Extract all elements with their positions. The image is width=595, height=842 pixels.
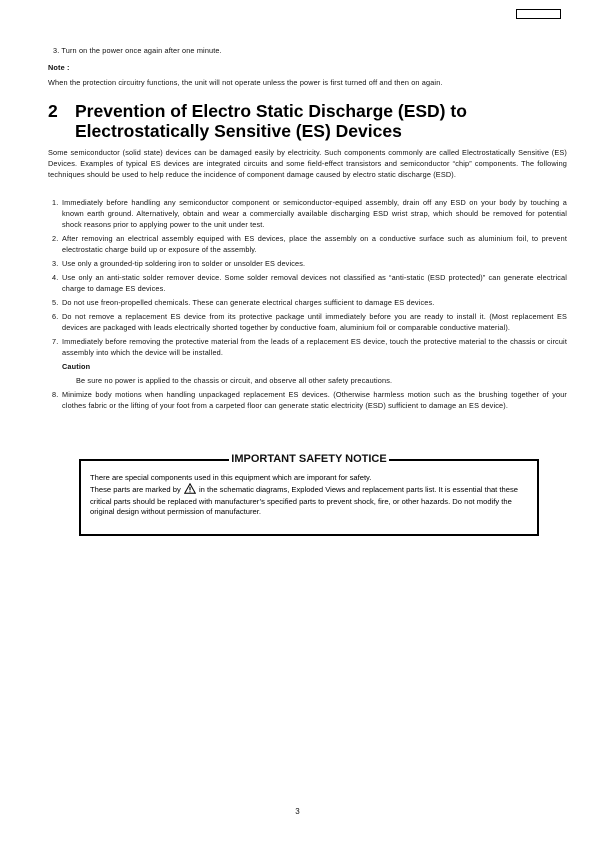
list-item <box>48 258 567 269</box>
item-text: Minimize body motions when handling unpackaged replacement ES devices. (Otherwise harmless motion such as the brushing together of your clothes fabric or the lifting of your foot from a carpeted floor can generate static electricity (ESD) sufficient to damage an ES device). <box>62 390 567 410</box>
item-number: 8. <box>52 390 59 399</box>
item-number: 2. <box>52 234 59 243</box>
list-item <box>48 297 567 308</box>
note-text: When the protection circuitry functions, the unit will not operate unless the power is first turned off and then on again. <box>48 78 443 87</box>
caution-label: Caution <box>62 362 91 371</box>
header-box <box>516 9 561 19</box>
safety-notice-line1: There are special components used in this equipment which are imporant for safety. <box>90 473 372 482</box>
section-number: 2 <box>48 101 58 121</box>
item-text: Use only a grounded-tip soldering iron to solder or unsolder ES devices. <box>62 259 306 268</box>
list-item <box>48 272 567 294</box>
list-item <box>48 389 567 411</box>
item-number: 1. <box>52 198 59 207</box>
section-intro: Some semiconductor (solid state) devices can be damaged easily by electricity. Such components commonly are called Electrostatically Sensitive (ES) Devices. Examples of typical ES devices are integrated circuits and some field-effect transistors and semiconductor “chip” components. The following techniques should be used to help reduce the incidence of component damage caused by electro static discharge (ESD). <box>48 148 567 179</box>
safety-notice-title: IMPORTANT SAFETY NOTICE <box>231 453 387 465</box>
list-item <box>48 233 567 255</box>
intro-step: 3. Turn on the power once again after one minute. <box>53 46 222 55</box>
item-text: Use only an anti-static solder remover device. Some solder removal devices not classified as “anti-static (ESD protected)” can generate electrical charge to damage ES devices. <box>62 273 567 293</box>
esd-list <box>48 197 567 414</box>
note-label: Note : <box>48 63 70 72</box>
item-text: Do not remove a replacement ES device from its protective package until immediately before you are ready to install it. (Most replacement ES devices are packaged with leads electrically shorted together by conductive foam, aluminium foil or comparable conductive material). <box>62 312 567 332</box>
safety-notice-box <box>79 453 539 536</box>
item-text: Immediately before removing the protective material from the leads of a replacement ES device, touch the protective material to the chassis or circuit assembly into which the device will be installed. <box>62 337 567 357</box>
item-number: 7. <box>52 337 59 346</box>
item-number: 3. <box>52 259 59 268</box>
list-item <box>48 197 567 230</box>
list-item <box>48 311 567 333</box>
item-text: Do not use freon-propelled chemicals. These can generate electrical charges sufficient to damage ES devices. <box>62 298 435 307</box>
safety-notice-body <box>90 473 530 517</box>
list-item <box>48 336 567 358</box>
item-number: 6. <box>52 312 59 321</box>
caution-text: Be sure no power is applied to the chassis or circuit, and observe all other safety precautions. <box>76 376 393 385</box>
section-title: Prevention of Electro Static Discharge (ESD) to Electrostatically Sensitive (ES) Devices <box>75 101 467 141</box>
item-text: Immediately before handling any semiconductor component or semiconductor-equiped assembly, drain off any ESD on your body by touching a known earth ground. Alternatively, obtain and wear a commercially available discharging ESD wrist strap, which should be removed for potential shock reasons prior to applying power to the unit under test. <box>62 198 567 229</box>
safety-notice-line2-end: in the schematic diagrams, Exploded Views and replacement parts list. It is essential that these critical parts should be replaced with manufacturer’s specified parts to prevent shock, fire, or other hazards. Do not modify the original design without permission of manufacturer. <box>90 485 518 516</box>
page-number: 3 <box>295 807 300 816</box>
safety-notice-line2-start: These parts are marked by <box>90 485 181 494</box>
item-text: After removing an electrical assembly equiped with ES devices, place the assembly on a conductive surface such as aluminium foil, to prevent electrostatic charge build up or exposure of the assembly. <box>62 234 567 254</box>
item-number: 5. <box>52 298 59 307</box>
warning-triangle-icon <box>184 483 196 497</box>
item-number: 4. <box>52 273 59 282</box>
